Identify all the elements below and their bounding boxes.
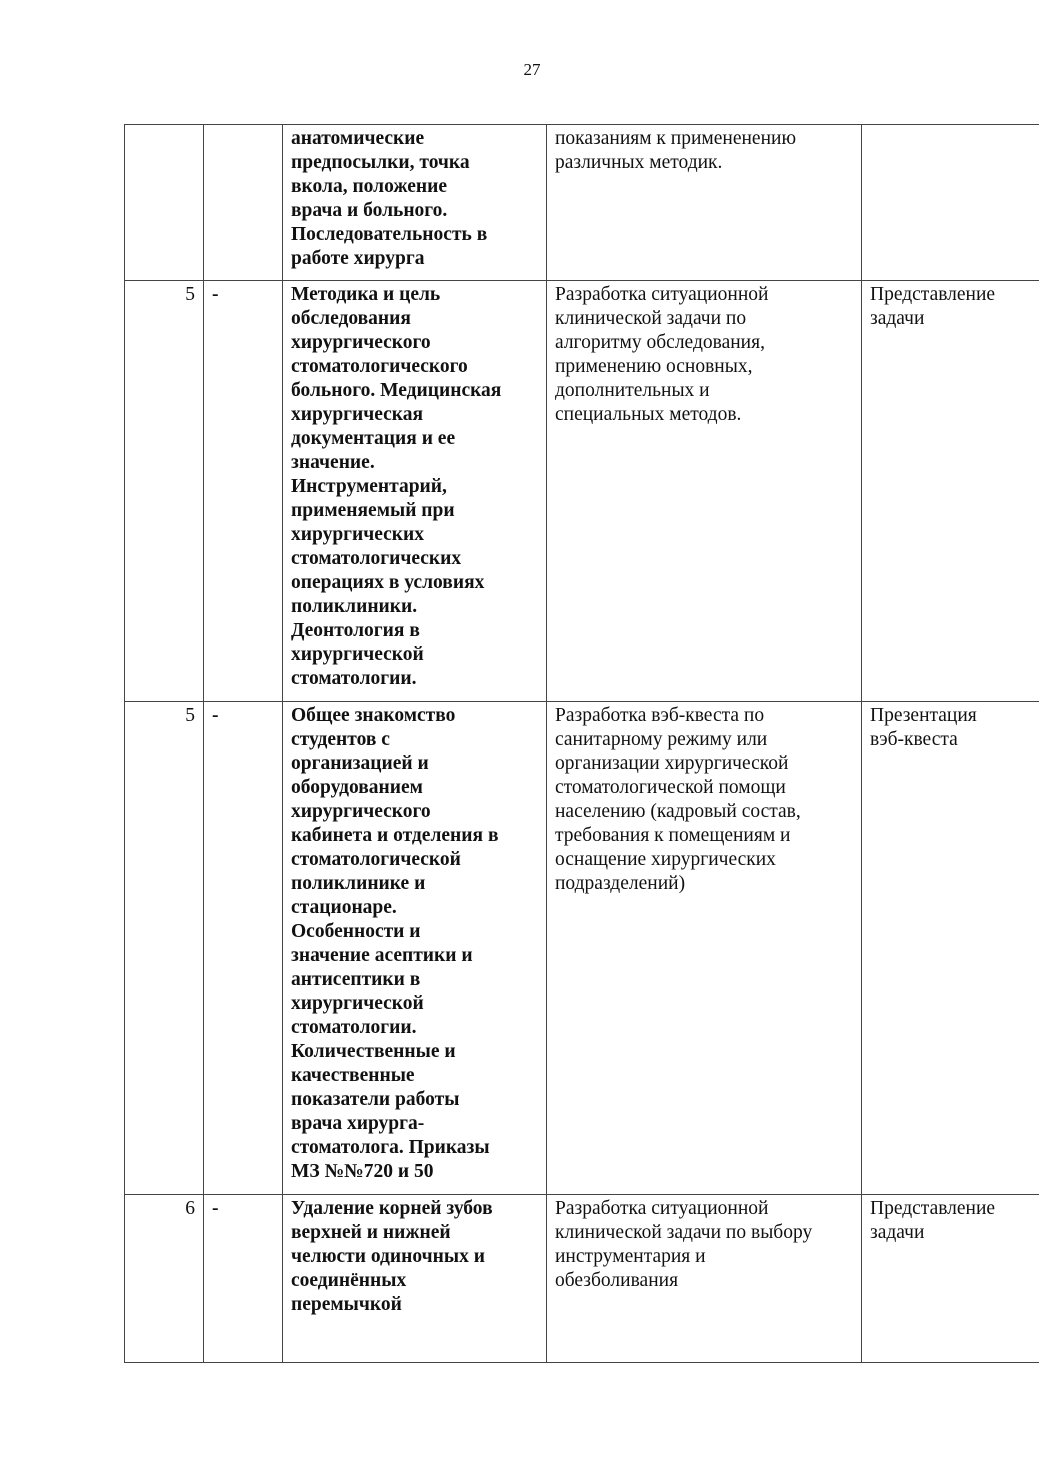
row-mark-cell: [204, 125, 283, 281]
task-cell: [547, 702, 862, 1195]
table-row: [125, 125, 1039, 281]
task-cell: [547, 1195, 862, 1363]
topic-cell: [283, 1195, 547, 1363]
row-number-cell: 5: [125, 702, 204, 1195]
form-text: Презентация вэб-квеста: [870, 705, 977, 750]
task-text: Разработка вэб-квеста по санитарному режиму или организации хирургической стоматологической помощи населению (кадровый состав, требования к помещениям и оснащение хирургических подразделений): [555, 705, 801, 894]
form-cell: [862, 281, 1039, 702]
task-cell: [547, 125, 862, 281]
task-text: Разработка ситуационной клинической задачи по выбору инструментария и обезболивания: [555, 1198, 813, 1291]
table-row: [125, 1195, 1039, 1363]
form-cell: [862, 1195, 1039, 1363]
task-cell: [547, 281, 862, 702]
page-number: 27: [523, 60, 541, 79]
row-number-cell: [125, 125, 204, 281]
curriculum-table: [124, 124, 1039, 1363]
row-number-cell: 5: [125, 281, 204, 702]
row-mark-cell: -: [204, 702, 283, 1195]
topic-cell: [283, 702, 547, 1195]
table-row: [125, 281, 1039, 702]
row-mark-cell: -: [204, 281, 283, 702]
topic-text: Общее знакомство студентов с организацией и оборудованием хирургического кабинета и отделения в стоматологической поликлинике и стационаре. Особенности и значение асептики и антисептики в хирургической стоматологии. Количественные и качественные показатели работы врача хирурга- стоматолога. Приказы МЗ №№720 и 50: [291, 705, 499, 1182]
task-text: показаниям к примененению различных методик.: [555, 128, 797, 173]
topic-cell: [283, 281, 547, 702]
row-mark-cell: -: [204, 1195, 283, 1363]
topic-text: анатомические предпосылки, точка вкола, положение врача и больного. Последовательность в работе хирурга: [291, 128, 488, 269]
table-row: [125, 702, 1039, 1195]
form-text: Представление задачи: [870, 284, 996, 329]
row-number-cell: 6: [125, 1195, 204, 1363]
form-text: Представление задачи: [870, 1198, 996, 1243]
form-cell: [862, 702, 1039, 1195]
topic-cell: [283, 125, 547, 281]
form-cell: [862, 125, 1039, 281]
topic-text: Удаление корней зубов верхней и нижней челюсти одиночных и соединённых перемычкой: [291, 1198, 493, 1315]
topic-text: Методика и цель обследования хирургического стоматологического больного. Медицинская хирургическая документация и ее значение. Инструментарий, применяемый при хирургических стоматологических операциях в условиях поликлиники. Деонтология в хирургической стоматологии.: [291, 284, 502, 689]
task-text: Разработка ситуационной клинической задачи по алгоритму обследования, применению основных, дополнительных и специальных методов.: [555, 284, 769, 425]
